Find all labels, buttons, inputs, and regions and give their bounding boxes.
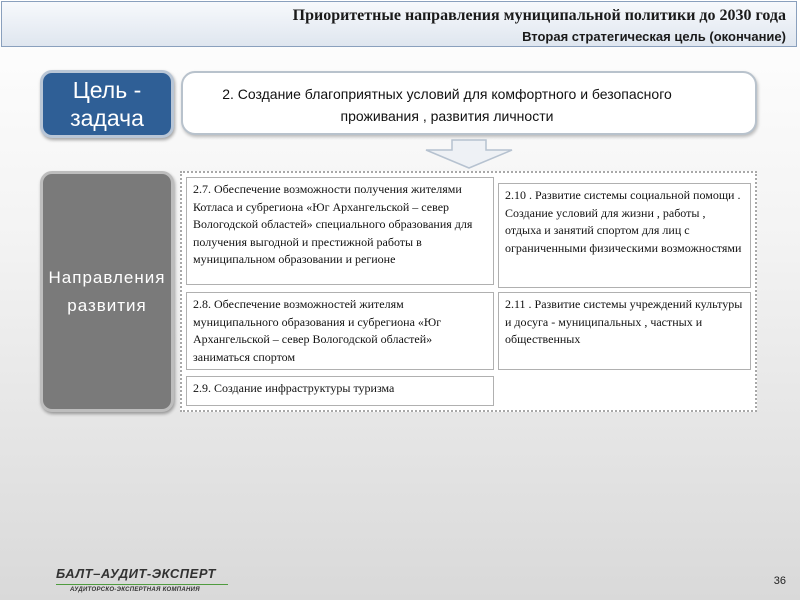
- direction-item-2-11: 2.11 . Развитие системы учреждений культуры и досуга - муниципальных , частных и общественных: [498, 292, 751, 370]
- goal-label: Цель - задача: [40, 70, 174, 138]
- goal-text: 2. Создание благоприятных условий для комфортного и безопасного проживания , развития личности: [181, 71, 757, 135]
- directions-container: [180, 171, 757, 412]
- direction-item-2-7: 2.7. Обеспечение возможности получения жителями Котласа и субрегиона «Юг Архангельской – север Вологодской областей» специального образования для получения выгодной и престижной работы в муниципальном образовании и регионе: [186, 177, 494, 285]
- slide-title: Приоритетные направления муниципальной политики до 2030 года: [292, 7, 786, 24]
- directions-label: Направления развития: [40, 171, 174, 412]
- direction-item-2-10: 2.10 . Развитие системы социальной помощи . Создание условий для жизни , работы , отдыха и занятий спортом для лиц с ограниченными физическими возможностями: [498, 183, 751, 288]
- logo-underline: [56, 584, 228, 585]
- slide-subtitle: Вторая стратегическая цель (окончание): [522, 29, 786, 44]
- direction-item-2-9: 2.9. Создание инфраструктуры туризма: [186, 376, 494, 406]
- down-arrow-icon: [424, 139, 514, 169]
- slide-header: [1, 1, 797, 47]
- company-logo: БАЛТ–АУДИТ-ЭКСПЕРТ: [56, 566, 216, 581]
- page-number: 36: [773, 575, 786, 587]
- direction-item-2-8: 2.8. Обеспечение возможностей жителям муниципального образования и субрегиона «Юг Архангельской – север Вологодской областей» заниматься спортом: [186, 292, 494, 370]
- company-tagline: АУДИТОРСКО-ЭКСПЕРТНАЯ КОМПАНИЯ: [70, 587, 200, 593]
